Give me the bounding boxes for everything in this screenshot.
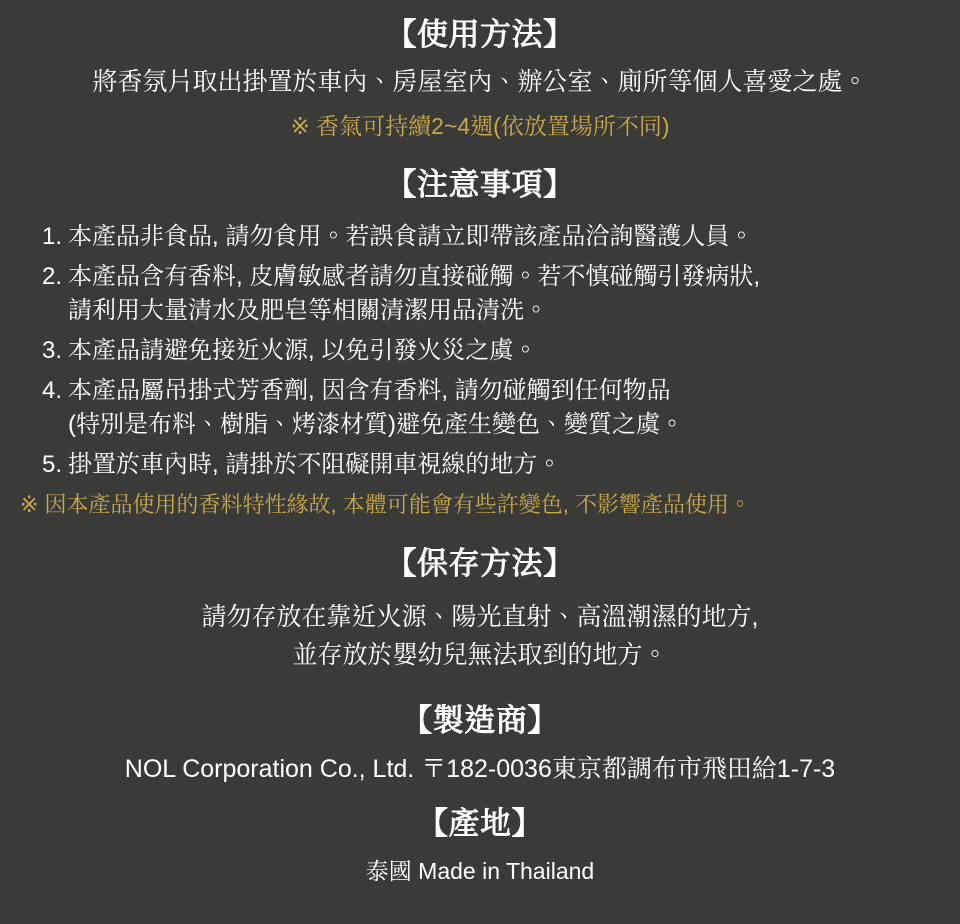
list-item-text xyxy=(68,374,940,442)
list-item xyxy=(28,374,940,442)
list-item-line1: 本產品屬吊掛式芳香劑, 因含有香料, 請勿碰觸到任何物品 xyxy=(68,377,671,404)
spacer xyxy=(20,585,940,599)
origin-heading: 【產地】 xyxy=(417,805,543,841)
manufacturer-section xyxy=(20,700,940,787)
list-item-line1: 掛置於車內時, 請掛於不阻礙開車視線的地方。 xyxy=(68,451,562,479)
list-item-line1: 本產品含有香料, 皮膚敏感者請勿直接碰觸。若不慎碰觸引發病狀, xyxy=(68,262,761,290)
spacer xyxy=(20,101,940,109)
storage-section xyxy=(20,543,940,674)
list-item-text xyxy=(68,220,940,254)
spacer xyxy=(20,521,940,543)
list-item-number: 2. xyxy=(41,262,62,290)
storage-line-1: 請勿存放在靠近火源、陽光直射、高溫潮濕的地方, xyxy=(201,603,759,632)
list-item-line2: 請利用大量清水及肥皂等相關清潔用品清洗。 xyxy=(68,296,548,324)
spacer xyxy=(20,674,940,700)
list-item xyxy=(28,334,940,368)
list-item-number: 3. xyxy=(41,336,62,364)
origin-text: 泰國 Made in Thailand xyxy=(365,857,595,884)
storage-line-2: 並存放於嬰幼兒無法取到的地方。 xyxy=(292,640,668,669)
spacer xyxy=(20,742,940,752)
cautions-note-text: ※ 因本產品使用的香料特性緣故, 本體可能會有些許變色, 不影響產品使用。 xyxy=(20,492,751,518)
manufacturer-heading: 【製造商】 xyxy=(401,703,559,739)
usage-section xyxy=(20,14,940,144)
manufacturer-address-text: NOL Corporation Co., Ltd. 〒182-0036東京都調布市飛田給1-7-3 xyxy=(124,754,836,783)
list-item-number: 4. xyxy=(41,377,62,404)
list-item-text xyxy=(68,334,940,368)
storage-heading: 【保存方法】 xyxy=(385,546,575,582)
list-item xyxy=(28,448,940,482)
list-item-number: 1. xyxy=(41,222,62,250)
usage-heading: 【使用方法】 xyxy=(385,17,575,52)
list-item-text xyxy=(68,448,940,482)
cautions-heading: 【注意事項】 xyxy=(385,166,575,202)
usage-instruction-text: 將香氛片取出掛置於車內、房屋室內、辦公室、廁所等個人喜愛之處。 xyxy=(92,67,868,96)
spacer xyxy=(20,206,940,220)
origin-section xyxy=(20,803,940,887)
cautions-section xyxy=(20,164,940,521)
list-item-text xyxy=(68,260,940,328)
list-item-line2: (特別是布料、樹脂、烤漆材質)避免產生變色、變質之虞。 xyxy=(68,411,684,439)
list-item-line1: 本產品請避免接近火源, 以免引發火災之虞。 xyxy=(68,336,538,364)
usage-note-text: ※ 香氣可持續2~4週(依放置場所不同) xyxy=(290,113,670,140)
spacer xyxy=(20,787,940,803)
spacer xyxy=(20,56,940,64)
list-item-number: 5. xyxy=(41,451,62,479)
list-item-line1: 本產品非食品, 請勿食用。若誤食請立即帶該產品洽詢醫護人員。 xyxy=(68,222,754,250)
spacer xyxy=(20,144,940,164)
cautions-list xyxy=(20,220,940,483)
list-item xyxy=(28,220,940,254)
spacer xyxy=(20,845,940,855)
list-item xyxy=(28,260,940,328)
